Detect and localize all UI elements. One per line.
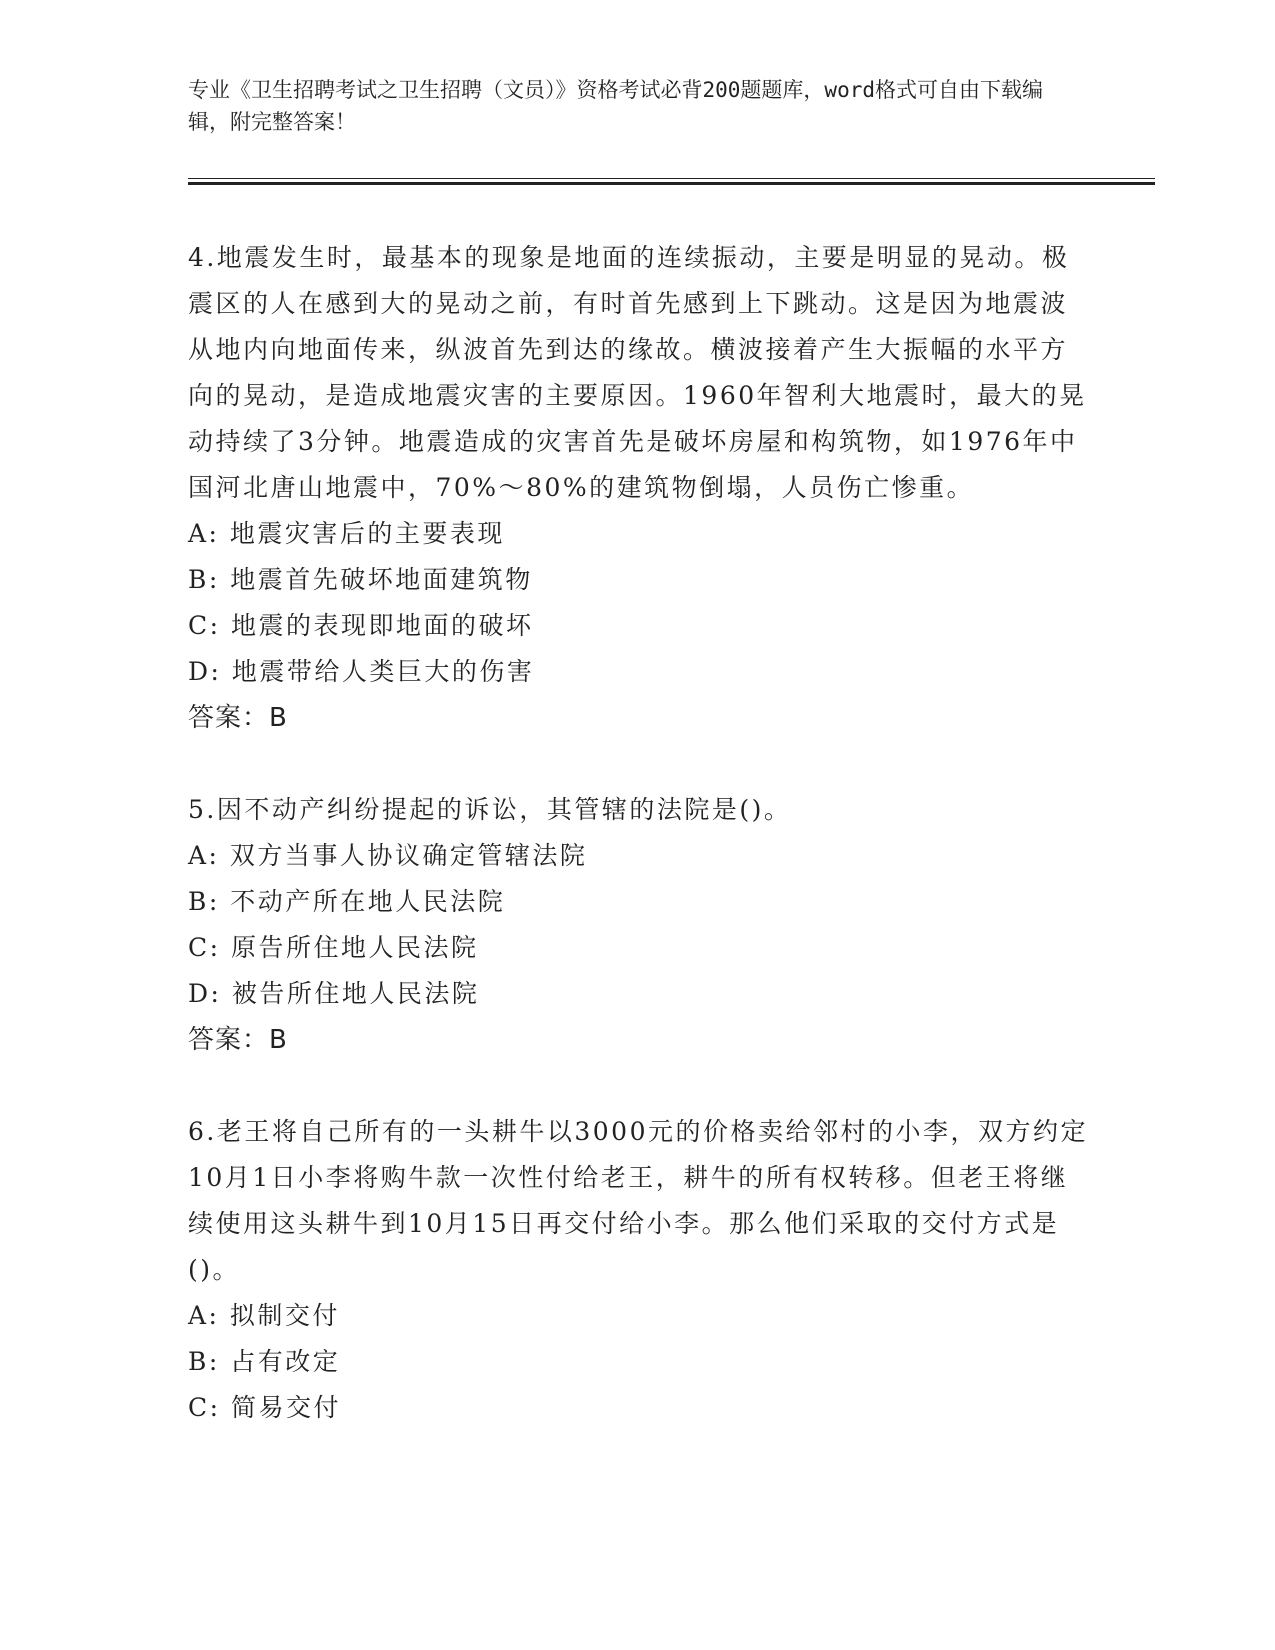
answer-label: 答案：B bbox=[188, 703, 288, 733]
header-divider-thin bbox=[188, 178, 1155, 179]
question-stem: 5.因不动产纠纷提起的诉讼，其管辖的法院是()。 bbox=[188, 795, 792, 824]
answer-label: 答案：B bbox=[188, 1025, 288, 1055]
option-a: A: 双方当事人协议确定管辖法院 bbox=[188, 841, 588, 870]
question-6 bbox=[188, 1109, 1088, 1431]
option-b: B: 地震首先破坏地面建筑物 bbox=[188, 565, 533, 594]
header-divider-thick bbox=[188, 182, 1155, 185]
option-b: B: 占有改定 bbox=[188, 1347, 341, 1376]
option-a: A: 拟制交付 bbox=[188, 1301, 340, 1330]
option-c: C: 原告所住地人民法院 bbox=[188, 933, 479, 962]
option-d: D: 地震带给人类巨大的伤害 bbox=[188, 657, 535, 686]
option-c: C: 简易交付 bbox=[188, 1393, 341, 1422]
question-list bbox=[188, 235, 1088, 1477]
question-stem: 6.老王将自己所有的一头耕牛以3000元的价格卖给邻村的小李，双方约定10月1日小李将购牛款一次性付给老王，耕牛的所有权转移。但老王将继续使用这头耕牛到10月15日再交付给小李。那么他们采取的交付方式是()。 bbox=[188, 1117, 1088, 1284]
question-5 bbox=[188, 787, 1088, 1063]
question-4 bbox=[188, 235, 1088, 741]
option-a: A: 地震灾害后的主要表现 bbox=[188, 519, 505, 548]
option-c: C: 地震的表现即地面的破坏 bbox=[188, 611, 534, 640]
question-stem: 4.地震发生时，最基本的现象是地面的连续振动，主要是明显的晃动。极震区的人在感到大的晃动之前，有时首先感到上下跳动。这是因为地震波从地内向地面传来，纵波首先到达的缘故。横波接着产生大振幅的水平方向的晃动，是造成地震灾害的主要原因。1960年智利大地震时，最大的晃动持续了3分钟。地震造成的灾害首先是破坏房屋和构筑物，如1976年中国河北唐山地震中，70%～80%的建筑物倒塌，人员伤亡惨重。 bbox=[188, 243, 1087, 502]
option-d: D: 被告所住地人民法院 bbox=[188, 979, 480, 1008]
option-b: B: 不动产所在地人民法院 bbox=[188, 887, 506, 916]
document-header: 专业《卫生招聘考试之卫生招聘（文员）》资格考试必背200题题库，word格式可自由下载编辑，附完整答案！ bbox=[188, 78, 1043, 134]
